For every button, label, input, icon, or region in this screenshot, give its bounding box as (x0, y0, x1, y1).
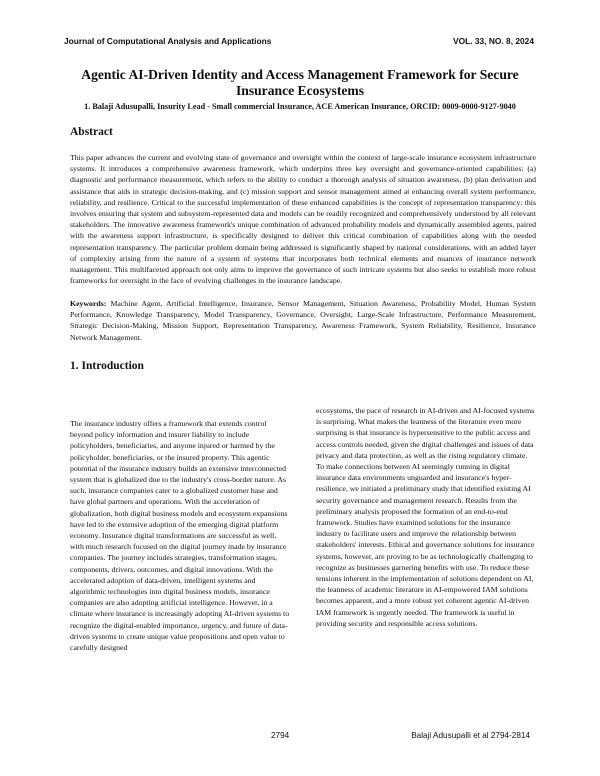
introduction-column-left: The insurance industry offers a framework that extends control beyond policy information and insurer liability to include policyholders, beneficiaries, and anyone injured or harmed by the policyholder, beneficiaries, or the insured property. This agentic potential of the insurance industry builds an extensive interconnected system that is globalized due to the industry's cross-border nature. As such, insurance companies cater to a globalized customer base and have global partners and operations. With the acceleration of globalization, both digital business models and ecosystem expansions have led to the extensive adoption of the emerging digital platform economy. Insurance digital transformations are successful as well, with much research focused on the digital journey made by insurance companies. The journey includes strategies, transformation stages, components, drivers, outcomes, and digital innovations. With the accelerated adoption of data-driven, intelligent systems and algorithmic technologies into digital business models, insurance companies are also adopting artificial intelligence. However, in a climate where insurance is increasingly adopting AI-driven systems to recognize the digital-enabled importance, urgency, and future of data-driven systems to create unique value propositions and open value to carefully designed (70, 419, 290, 653)
paper-title: Agentic AI-Driven Identity and Access Management Framework for Secure Insurance Ecosystems (81, 67, 519, 98)
journal-name: Journal of Computational Analysis and Applications (64, 36, 272, 46)
introduction-column-right: ecosystems, the pace of research in AI-driven and AI-focused systems is surprising. What makes the leanness of the literature even more surprising is that insurance is hypersensitive to the public access and access controls needed, given the digital challenges and issues of data privacy and data protection, as well as the rising regulatory climate. To make connections between AI seemingly running in digital insurance data environments unguarded and insurance's hyper-resilience, we initiated a preliminary study that identified existing AI security governance and management research. Results from the preliminary analysis proposed the formation of an end-to-end framework. Studies have examined solutions for the insurance industry to facilitate users and improve the relationship between stakeholders' interests. Ethical and governance solutions for insurance systems, however, are proving to be as technologically challenging to recognize as businesses garnering benefits with use. To reduce these tensions inherent in the implementation of solutions dependent on AI, the leanness of academic literature in AI-empowered IAM solutions becomes apparent, and a more robust yet coherent agentic AI-driven IAM framework is urgently needed. The framework is useful in providing security and responsible access solutions. (316, 406, 535, 628)
abstract-text: This paper advances the current and evolving state of governance and oversight within the context of large-scale insurance ecosystem infrastructure systems. It introduces a comprehensive awareness framework, which underpins three key oversight and governance-oriented capabilities: (a) diagnostic and performance measurement, which refers to the ability to conduct a thorough analysis of situation awareness, (b) plan derivation and assistance that aids in strategic decision-making, and (c) mission support and sensor management aimed at enhancing overall system performance, reliability, and resilience. Critical to the successful implementation of these enhanced capabilities is the concept of representation transparency: this involves ensuring that system and subsystem-represented data and models can be readily recognized and comprehensively understood by all relevant stakeholders. The innovative awareness framework's unique combination of advanced probability models and dynamically assembled agents, paired with the awareness support infrastructure, is specifically designed to deliver this critical combination of capabilities along with the needed representation transparency. The particular problem domain being addressed is significantly shaped by national considerations, with an added layer of complexity arising from the nature of a system of systems that incorporates both technical elements and nuances of insurance network management. This multifaceted approach not only aims to improve the governance of such intricate systems but also seeks to establish more robust frameworks for oversight in the face of evolving challenges in the insurance landscape. (70, 153, 536, 286)
keywords-list: Machine Agent, Artificial Intelligence, Insurance, Sensor Management, Situation Awareness, Probability Model, Human System Performance, Knowledge Transparency, Model Transparency, Governance, Oversight, Large-Scale Infrastructure, Performance Measurement, Strategic Decision-Making, Mission Support, Representation Transparency, Awareness Framework, System Reliability, Resilience, Insurance Network Management. (70, 299, 536, 342)
footer-citation: Balaji Adusupalli et al 2794-2814 (411, 731, 530, 740)
author-line: 1. Balaji Adusupalli, Insurity Lead - Small commercial Insurance, ACE American Insurance, ORCID: 0009-0000-9127-9040 (84, 102, 516, 111)
keywords-label: Keywords: (70, 299, 107, 308)
page-number: 2794 (271, 731, 290, 740)
keywords (70, 298, 536, 343)
introduction-heading: 1. Introduction (70, 360, 144, 372)
abstract-heading: Abstract (70, 126, 113, 138)
volume-issue: VOL. 33, NO. 8, 2024 (453, 36, 534, 46)
